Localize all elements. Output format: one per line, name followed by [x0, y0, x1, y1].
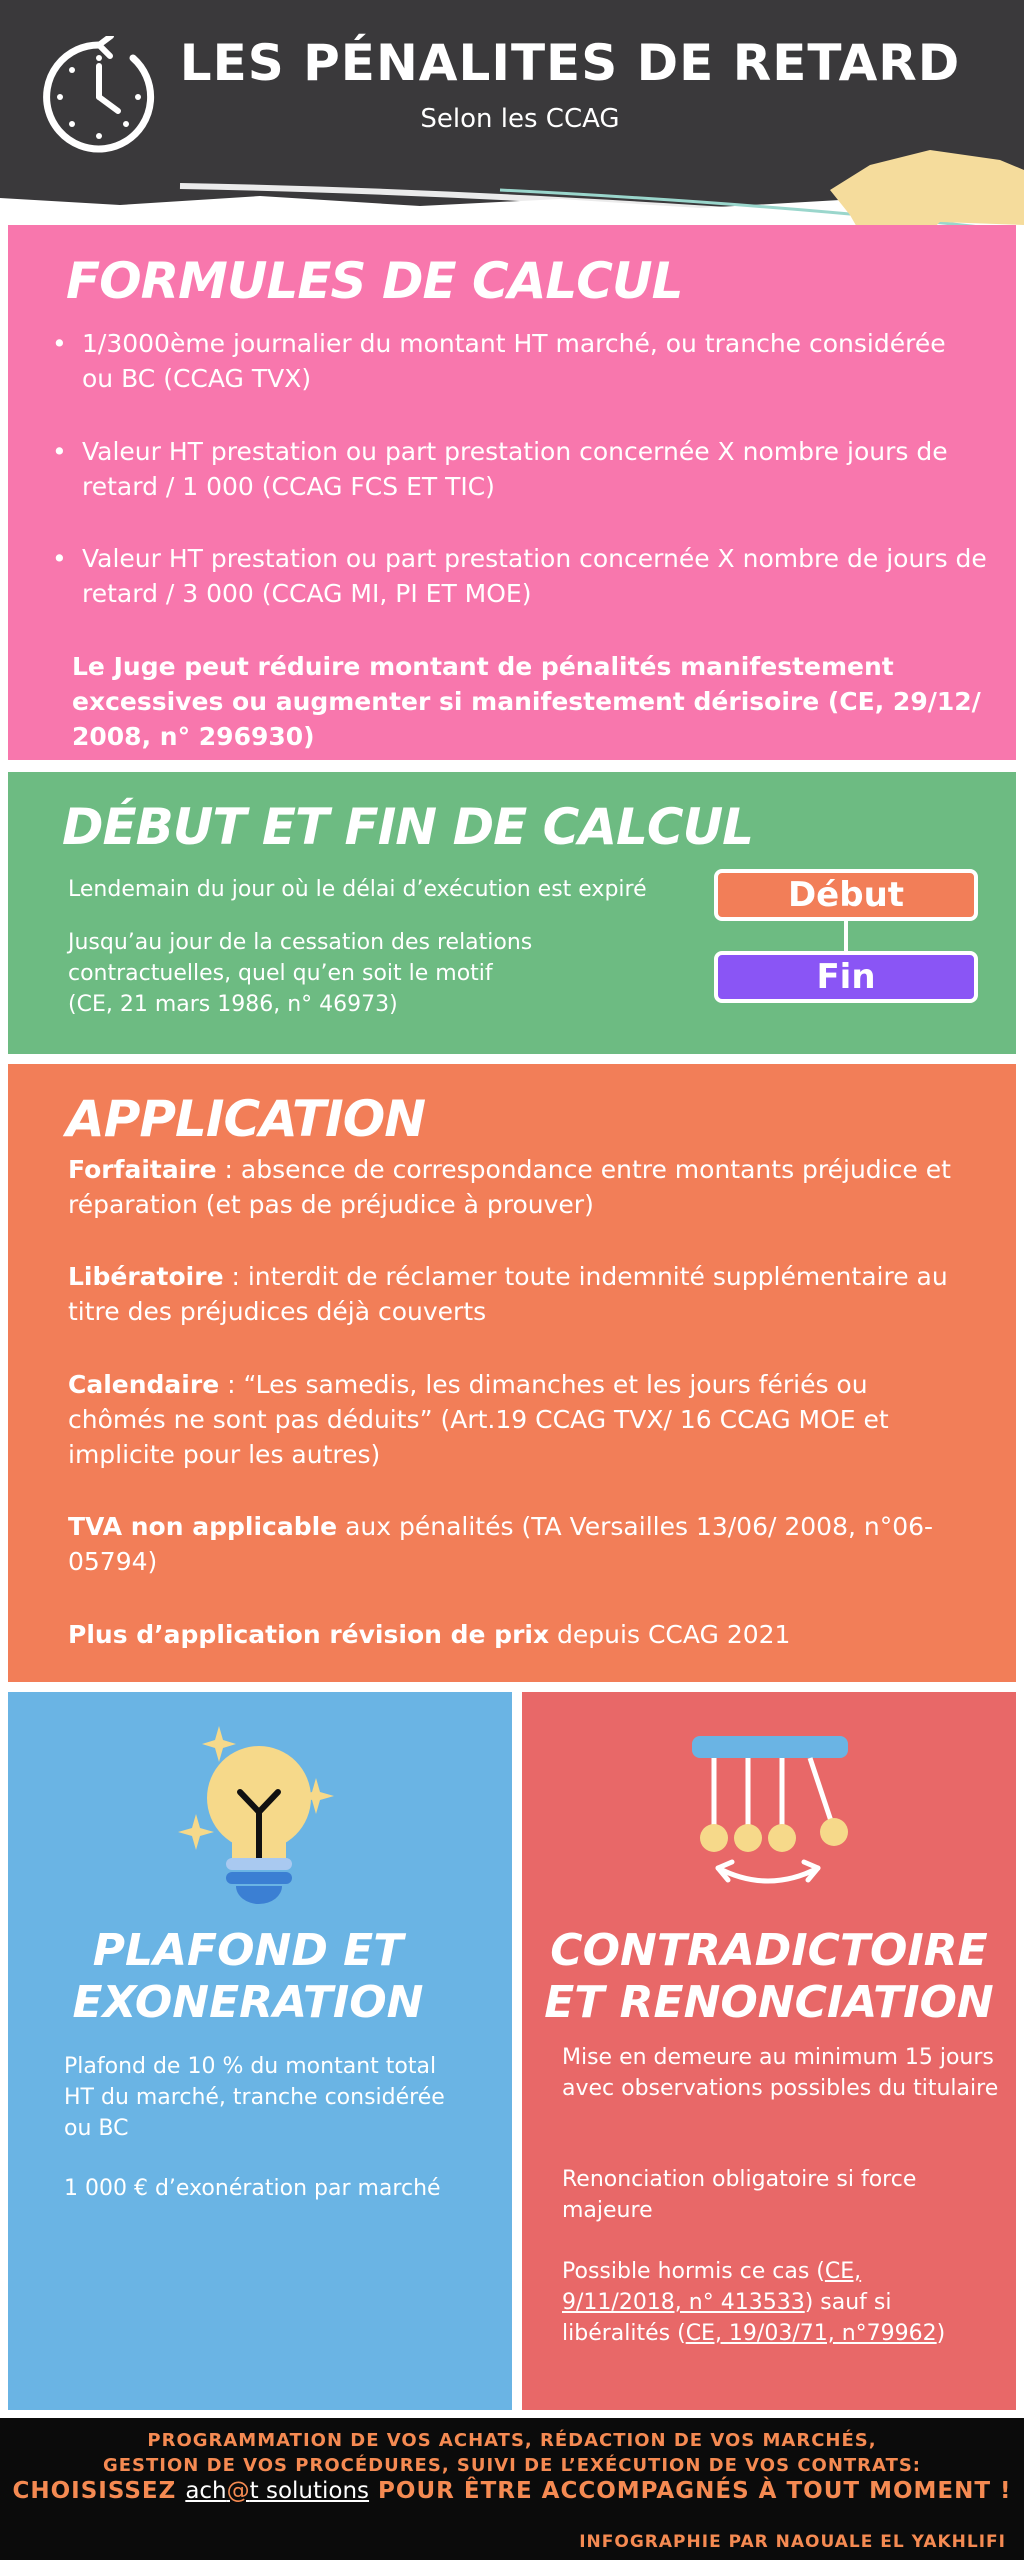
header — [0, 0, 1024, 225]
clock-icon — [38, 36, 160, 158]
title-line: ET RENONCIATION — [544, 1977, 994, 2028]
debut-box: Début — [714, 869, 978, 921]
section-title — [8, 1925, 488, 2029]
application-item — [68, 1152, 968, 1222]
renonciation-text: Renonciation obligatoire si force majeure — [562, 2167, 917, 2223]
brand-part: ach — [185, 2478, 227, 2504]
text-part: ) — [936, 2321, 946, 2346]
section-title: DÉBUT ET FIN DE CALCUL — [62, 798, 754, 856]
text-part: Possible hormis ce cas ( — [562, 2259, 825, 2284]
start-text: Lendemain du jour où le délai d’exécution est expiré — [68, 877, 647, 902]
footer-cta — [0, 2478, 1024, 2504]
page-title: LES PÉNALITES DE RETARD — [179, 34, 961, 92]
section-plafond — [8, 1692, 512, 2410]
brand-part: t solutions — [249, 2478, 370, 2504]
application-item — [68, 1617, 968, 1652]
title-line: EXONERATION — [72, 1977, 424, 2028]
item-text: : interdit de réclamer toute indemnité supplémentaire au titre des préjudices déjà couverts — [68, 1262, 948, 1326]
item-term: Calendaire — [68, 1370, 220, 1399]
brand-name[interactable] — [185, 2478, 369, 2504]
application-item — [68, 1367, 968, 1472]
application-item — [68, 1509, 968, 1579]
title-line: CONTRADICTOIRE — [550, 1925, 988, 1976]
item-text: : “Les samedis, les dimanches et les jours fériés ou chômés ne sont pas déduits” (Art.19 CCAG TVX/ 16 CCAG MOE et implicite pour les autres) — [68, 1370, 889, 1469]
text-part: ) sauf si libéralités ( — [562, 2290, 892, 2346]
title-line: PLAFOND ET — [92, 1925, 404, 1976]
item-term: Libératoire — [68, 1262, 224, 1291]
footer — [0, 2418, 1024, 2560]
flow-connector — [844, 921, 848, 951]
case-reference-link[interactable]: CE, 19/03/71, n°79962 — [685, 2321, 937, 2346]
brand-at: @ — [226, 2478, 250, 2504]
item-term: Plus d’application révision de prix — [68, 1620, 550, 1649]
section-title: APPLICATION — [66, 1090, 426, 1148]
item-term: Forfaitaire — [68, 1155, 217, 1184]
cta-text: POUR ÊTRE ACCOMPAGNÉS À TOUT MOMENT ! — [369, 2478, 1012, 2504]
fin-box: Fin — [714, 951, 978, 1003]
cta-text: CHOISISSEZ — [12, 2478, 186, 2504]
end-text: Jusqu’au jour de la cessation des relations contractuelles, quel qu’en soit le motif — [68, 930, 533, 986]
item-text: depuis CCAG 2021 — [549, 1620, 791, 1649]
item-text: : absence de correspondance entre montants préjudice et réparation (et pas de préjudice à prouver) — [68, 1155, 951, 1219]
lightbulb-icon — [174, 1718, 344, 1908]
footer-services-line: PROGRAMMATION DE VOS ACHATS, RÉDACTION DE VOS MARCHÉS, — [147, 2430, 877, 2451]
section-application — [8, 1064, 1016, 1682]
section-formules — [8, 225, 1016, 760]
formula-bullet: • 1/3000ème journalier du montant HT marché, ou tranche considérée ou BC (CCAG TVX) — [52, 326, 962, 396]
plafond-text: Plafond de 10 % du montant total HT du marché, tranche considérée ou BC — [64, 2054, 445, 2141]
page-subtitle: Selon les CCAG — [420, 104, 620, 134]
end-reference: (CE, 21 mars 1986, n° 46973) — [68, 992, 398, 1017]
judge-note: Le Juge peut réduire montant de pénalités manifestement excessives ou augmenter si manifestement dérisoire (CE, 29/12/ 2008, n° 296930) — [72, 652, 981, 751]
item-text: aux pénalités (TA Versailles 13/06/ 2008, n°06-05794) — [68, 1512, 934, 1576]
item-term: TVA non applicable — [68, 1512, 338, 1541]
formula-bullet: • Valeur HT prestation ou part prestation concernée X nombre jours de retard / 1 000 (CCAG FCS ET TIC) — [52, 434, 962, 504]
footer-credit: INFOGRAPHIE PAR NAOUALE EL YAKHLIFI — [579, 2532, 1006, 2552]
exception-text — [562, 2256, 982, 2349]
section-contradictoire — [522, 1692, 1016, 2410]
section-debut-fin — [8, 772, 1016, 1054]
section-title — [522, 1925, 1016, 2029]
footer-services-line: GESTION DE VOS PROCÉDURES, SUIVI DE L’EXÉCUTION DE VOS CONTRATS: — [102, 2455, 922, 2476]
mise-en-demeure-text: Mise en demeure au minimum 15 jours avec observations possibles du titulaire — [562, 2045, 999, 2101]
formula-bullet: • Valeur HT prestation ou part prestation concernée X nombre de jours de retard / 3 000 (CCAG MI, PI ET MOE) — [52, 541, 1002, 611]
case-reference-link[interactable]: CE, 9/11/2018, n° 413533 — [562, 2259, 862, 2315]
exoneration-text: 1 000 € d’exonération par marché — [64, 2176, 441, 2201]
newtons-cradle-icon — [682, 1734, 852, 1894]
application-item — [68, 1259, 968, 1329]
section-title: FORMULES DE CALCUL — [66, 252, 683, 310]
